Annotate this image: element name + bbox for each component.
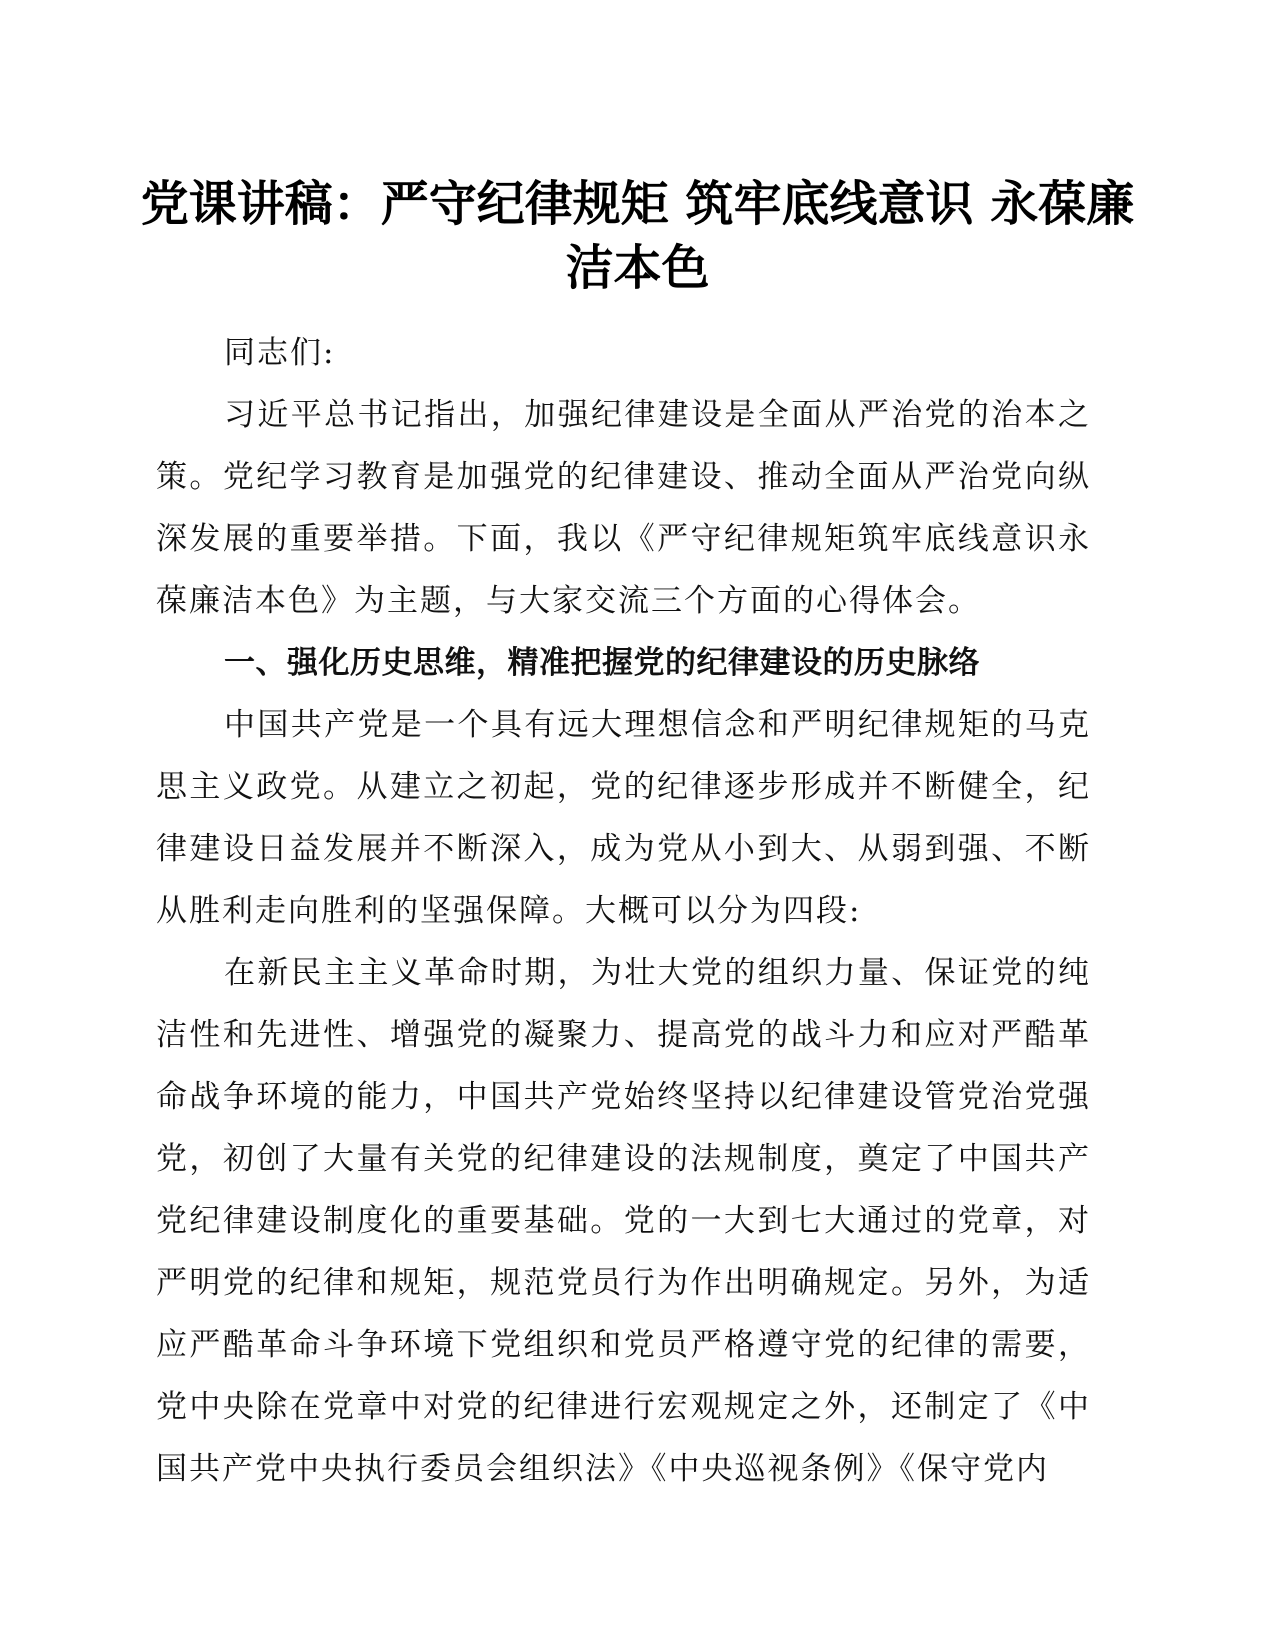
intro-paragraph: 习近平总书记指出，加强纪律建设是全面从严治党的治本之策。党纪学习教育是加强党的纪律建设、推动全面从严治党向纵深发展的重要举措。下面，我以《严守纪律规矩筑牢底线意识永葆廉洁本色》为主题，与大家交流三个方面的心得体会。 [156, 397, 1091, 619]
section-paragraph: 中国共产党是一个具有远大理想信念和严明纪律规矩的马克思主义政党。从建立之初起，党的纪律逐步形成并不断健全，纪律建设日益发展并不断深入，成为党从小到大、从弱到强、不断从胜利走向胜利的坚强保障。大概可以分为四段: [156, 707, 1091, 929]
section-heading: 一、强化历史思维，精准把握党的纪律建设的历史脉络 [224, 645, 980, 681]
document-body [156, 322, 1091, 1500]
salutation: 同志们: [224, 335, 336, 371]
section-paragraph: 在新民主主义革命时期，为壮大党的组织力量、保证党的纯洁性和先进性、增强党的凝聚力、提高党的战斗力和应对严酷革命战争环境的能力，中国共产党始终坚持以纪律建设管党治党强党，初创了大量有关党的纪律建设的法规制度，奠定了中国共产党纪律建设制度化的重要基础。党的一大到七大通过的党章，对严明党的纪律和规矩，规范党员行为作出明确规定。另外，为适应严酷革命斗争环境下党组织和党员严格遵守党的纪律的需要，党中央除在党章中对党的纪律进行宏观规定之外，还制定了《中国共产党中央执行委员会组织法》《中央巡视条例》《保守党内 [156, 955, 1091, 1487]
document-title: 党课讲稿：严守纪律规矩 筑牢底线意识 永葆廉洁本色 [140, 176, 1135, 296]
